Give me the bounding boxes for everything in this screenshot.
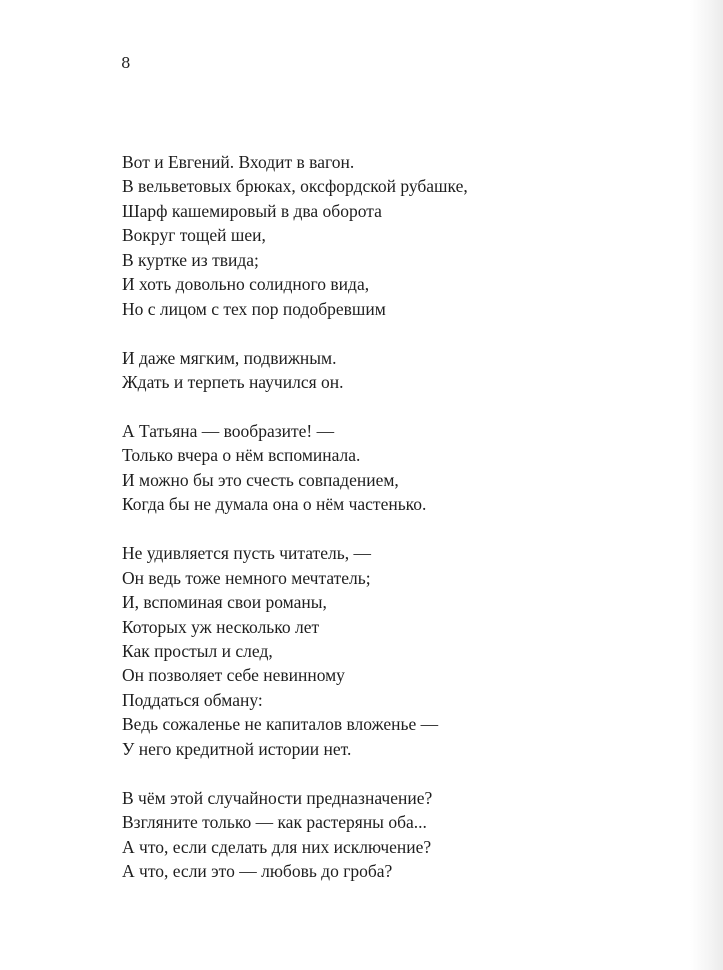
- poem-line: В куртке из твида;: [122, 249, 259, 270]
- poem-line: Которых уж несколько лет: [122, 616, 320, 637]
- poem-line: Как простыл и след,: [122, 641, 273, 662]
- poem-line: Вокруг тощей шеи,: [122, 225, 266, 246]
- poem-line: Когда бы не думала она о нём частенько.: [122, 494, 427, 515]
- poem-line: Поддаться обману:: [122, 689, 263, 710]
- poem-line: Он ведь тоже немного мечтатель;: [122, 567, 371, 588]
- stanza-5: [122, 786, 682, 884]
- poem-line: Вот и Евгений. Входит в вагон.: [122, 152, 355, 172]
- stanza-4: [122, 541, 682, 761]
- poem-line: И, вспоминая свои романы,: [122, 592, 327, 613]
- poem-line: Взгляните только — как растеряны оба...: [122, 812, 427, 833]
- poem-line: В вельветовых брюках, оксфордской рубашке,: [122, 176, 468, 197]
- poem-text: [122, 150, 682, 884]
- poem-line: Только вчера о нём вспоминала.: [122, 445, 361, 466]
- poem-line: А что, если сделать для них исключение?: [122, 836, 432, 857]
- poem-line: Ведь сожаленье не капиталов вложенье —: [122, 714, 439, 735]
- poem-line: И хоть довольно солидного вида,: [122, 274, 370, 295]
- poem-line: В чём этой случайности предназначение?: [122, 787, 433, 808]
- poem-line: А что, если это — любовь до гроба?: [122, 861, 393, 882]
- poem-line: И даже мягким, подвижным.: [122, 347, 337, 368]
- stanza-2: [122, 346, 682, 395]
- poem-line: Он позволяет себе невинному: [122, 665, 345, 686]
- poem-line: Ждать и терпеть научился он.: [122, 372, 344, 393]
- stanza-1: [122, 150, 682, 321]
- poem-line: Шарф кашемировый в два оборота: [122, 200, 382, 221]
- poem-line: У него кредитной истории нет.: [122, 738, 352, 759]
- poem-line: Не удивляется пусть читатель, —: [122, 543, 371, 564]
- poem-line: Но с лицом с тех пор подобревшим: [122, 298, 386, 319]
- poem-line: И можно бы это счесть совпадением,: [122, 469, 399, 490]
- stanza-3: [122, 419, 682, 517]
- page-number: 8: [121, 54, 131, 72]
- poem-line: А Татьяна — вообразите! —: [122, 420, 335, 441]
